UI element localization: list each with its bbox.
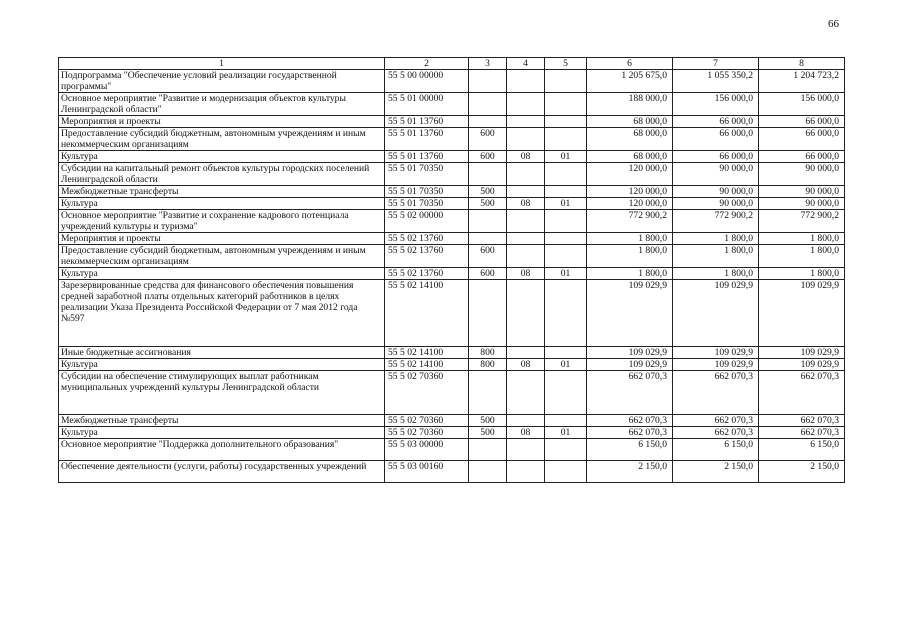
- table-row: [59, 186, 845, 198]
- cell-v2: 1 800,0: [673, 268, 759, 280]
- cell-v1: 6 150,0: [587, 439, 673, 461]
- cell-pr: [545, 186, 587, 198]
- cell-vr: 800: [469, 347, 507, 359]
- cell-v2: 90 000,0: [673, 163, 759, 186]
- table-row: [59, 233, 845, 245]
- table-row: [59, 151, 845, 163]
- cell-pr: [545, 439, 587, 461]
- cell-rz: [507, 93, 545, 116]
- cell-name: Иные бюджетные ассигнования: [59, 347, 385, 359]
- cell-rz: 08: [507, 359, 545, 371]
- cell-v3: 109 029,9: [759, 347, 845, 359]
- cell-code: 55 5 02 13760: [385, 233, 469, 245]
- cell-v3: 66 000,0: [759, 128, 845, 151]
- cell-v2: 90 000,0: [673, 186, 759, 198]
- table-row: [59, 116, 845, 128]
- cell-rz: [507, 210, 545, 233]
- cell-v2: 109 029,9: [673, 280, 759, 347]
- cell-v3: 109 029,9: [759, 359, 845, 371]
- cell-v3: 1 800,0: [759, 245, 845, 268]
- table-row: [59, 128, 845, 151]
- cell-code: 55 5 02 13760: [385, 268, 469, 280]
- cell-v1: 772 900,2: [587, 210, 673, 233]
- cell-vr: 600: [469, 128, 507, 151]
- cell-v1: 68 000,0: [587, 151, 673, 163]
- cell-name: Культура: [59, 427, 385, 439]
- cell-v3: 156 000,0: [759, 93, 845, 116]
- cell-v2: 662 070,3: [673, 427, 759, 439]
- cell-v2: 772 900,2: [673, 210, 759, 233]
- cell-vr: [469, 371, 507, 415]
- cell-v1: 1 800,0: [587, 268, 673, 280]
- page-number: 66: [828, 18, 839, 30]
- cell-v3: 1 204 723,2: [759, 70, 845, 93]
- cell-v1: 109 029,9: [587, 359, 673, 371]
- cell-vr: 600: [469, 268, 507, 280]
- cell-v2: 1 800,0: [673, 233, 759, 245]
- cell-rz: [507, 245, 545, 268]
- cell-pr: [545, 371, 587, 415]
- cell-rz: [507, 163, 545, 186]
- cell-name: Основное мероприятие "Развитие и модернизация объектов культуры Ленинградской области": [59, 93, 385, 116]
- cell-vr: [469, 163, 507, 186]
- cell-pr: [545, 128, 587, 151]
- table-row: [59, 70, 845, 93]
- cell-vr: 600: [469, 245, 507, 268]
- cell-code: 55 5 02 70360: [385, 415, 469, 427]
- header-cell: 7: [673, 58, 759, 70]
- cell-v1: 109 029,9: [587, 280, 673, 347]
- cell-pr: [545, 233, 587, 245]
- cell-v3: 90 000,0: [759, 198, 845, 210]
- cell-rz: 08: [507, 268, 545, 280]
- cell-v2: 66 000,0: [673, 151, 759, 163]
- cell-v2: 66 000,0: [673, 116, 759, 128]
- cell-code: 55 5 02 70360: [385, 371, 469, 415]
- table-row: [59, 245, 845, 268]
- cell-name: Межбюджетные трансферты: [59, 186, 385, 198]
- cell-pr: [545, 163, 587, 186]
- cell-code: 55 5 02 14100: [385, 359, 469, 371]
- cell-v3: 6 150,0: [759, 439, 845, 461]
- cell-v2: 6 150,0: [673, 439, 759, 461]
- cell-name: Предоставление субсидий бюджетным, автономным учреждениям и иным некоммерческим организациям: [59, 128, 385, 151]
- cell-code: 55 5 01 70350: [385, 198, 469, 210]
- cell-v2: 1 800,0: [673, 245, 759, 268]
- cell-rz: [507, 347, 545, 359]
- cell-name: Мероприятия и проекты: [59, 116, 385, 128]
- cell-vr: 500: [469, 198, 507, 210]
- cell-rz: 08: [507, 198, 545, 210]
- table-row: [59, 347, 845, 359]
- header-row: [59, 58, 845, 70]
- cell-rz: [507, 70, 545, 93]
- cell-v2: 662 070,3: [673, 371, 759, 415]
- cell-pr: [545, 461, 587, 483]
- cell-vr: 500: [469, 427, 507, 439]
- cell-v1: 120 000,0: [587, 198, 673, 210]
- cell-code: 55 5 00 00000: [385, 70, 469, 93]
- cell-name: Культура: [59, 151, 385, 163]
- cell-v3: 66 000,0: [759, 151, 845, 163]
- cell-rz: [507, 233, 545, 245]
- cell-code: 55 5 01 13760: [385, 128, 469, 151]
- cell-v2: 2 150,0: [673, 461, 759, 483]
- cell-v1: 188 000,0: [587, 93, 673, 116]
- cell-vr: [469, 233, 507, 245]
- cell-name: Предоставление субсидий бюджетным, автономным учреждениям и иным некоммерческим организациям: [59, 245, 385, 268]
- cell-vr: 600: [469, 151, 507, 163]
- cell-rz: [507, 186, 545, 198]
- cell-v2: 1 055 350,2: [673, 70, 759, 93]
- cell-code: 55 5 01 00000: [385, 93, 469, 116]
- cell-rz: [507, 116, 545, 128]
- cell-v1: 1 205 675,0: [587, 70, 673, 93]
- cell-v3: 1 800,0: [759, 233, 845, 245]
- table-row: [59, 198, 845, 210]
- cell-code: 55 5 02 70360: [385, 427, 469, 439]
- cell-rz: [507, 439, 545, 461]
- cell-v3: 1 800,0: [759, 268, 845, 280]
- cell-name: Зарезервированные средства для финансового обеспечения повышения средней заработной платы отдельных категорий работников в целях реализации Указа Президента Российской Федерации от 7 мая 2012 года №597: [59, 280, 385, 347]
- header-cell: 4: [507, 58, 545, 70]
- cell-rz: [507, 415, 545, 427]
- table-row: [59, 93, 845, 116]
- cell-v2: 662 070,3: [673, 415, 759, 427]
- cell-vr: [469, 210, 507, 233]
- cell-pr: [545, 347, 587, 359]
- cell-pr: [545, 116, 587, 128]
- cell-code: 55 5 02 14100: [385, 347, 469, 359]
- cell-pr: [545, 70, 587, 93]
- cell-code: 55 5 03 00000: [385, 439, 469, 461]
- cell-v3: 66 000,0: [759, 116, 845, 128]
- cell-v2: 66 000,0: [673, 128, 759, 151]
- cell-v3: 90 000,0: [759, 163, 845, 186]
- cell-name: Культура: [59, 198, 385, 210]
- cell-v1: 2 150,0: [587, 461, 673, 483]
- cell-vr: [469, 70, 507, 93]
- cell-name: Обеспечение деятельности (услуги, работы) государственных учреждений: [59, 461, 385, 483]
- cell-v2: 109 029,9: [673, 359, 759, 371]
- cell-v2: 109 029,9: [673, 347, 759, 359]
- cell-v1: 662 070,3: [587, 415, 673, 427]
- cell-name: Основное мероприятие "Поддержка дополнительного образования": [59, 439, 385, 461]
- cell-vr: 800: [469, 359, 507, 371]
- cell-code: 55 5 01 70350: [385, 163, 469, 186]
- cell-v3: 2 150,0: [759, 461, 845, 483]
- cell-v2: 156 000,0: [673, 93, 759, 116]
- cell-vr: 500: [469, 186, 507, 198]
- table-row: [59, 210, 845, 233]
- cell-name: Субсидии на капитальный ремонт объектов культуры городских поселений Ленинградской области: [59, 163, 385, 186]
- header-cell: 6: [587, 58, 673, 70]
- cell-rz: [507, 280, 545, 347]
- cell-pr: 01: [545, 427, 587, 439]
- cell-vr: [469, 116, 507, 128]
- cell-rz: 08: [507, 427, 545, 439]
- cell-name: Субсидии на обеспечение стимулирующих выплат работникам муниципальных учреждений культуры Ленинградской области: [59, 371, 385, 415]
- header-cell: 3: [469, 58, 507, 70]
- cell-code: 55 5 02 14100: [385, 280, 469, 347]
- budget-table: [58, 57, 845, 483]
- table-row: [59, 439, 845, 461]
- cell-pr: [545, 93, 587, 116]
- cell-code: 55 5 01 13760: [385, 151, 469, 163]
- header-cell: 8: [759, 58, 845, 70]
- table-row: [59, 427, 845, 439]
- cell-v1: 68 000,0: [587, 116, 673, 128]
- cell-pr: [545, 280, 587, 347]
- cell-pr: 01: [545, 359, 587, 371]
- cell-v1: 120 000,0: [587, 186, 673, 198]
- cell-name: Культура: [59, 268, 385, 280]
- header-cell: 5: [545, 58, 587, 70]
- cell-v1: 1 800,0: [587, 245, 673, 268]
- cell-v1: 120 000,0: [587, 163, 673, 186]
- cell-rz: [507, 461, 545, 483]
- cell-vr: [469, 439, 507, 461]
- header-cell: 1: [59, 58, 385, 70]
- cell-vr: [469, 461, 507, 483]
- table-row: [59, 415, 845, 427]
- cell-code: 55 5 03 00160: [385, 461, 469, 483]
- cell-v3: 90 000,0: [759, 186, 845, 198]
- cell-code: 55 5 01 13760: [385, 116, 469, 128]
- cell-vr: [469, 93, 507, 116]
- cell-code: 55 5 02 00000: [385, 210, 469, 233]
- cell-name: Культура: [59, 359, 385, 371]
- cell-name: Основное мероприятие "Развитие и сохранение кадрового потенциала учреждений культуры и туризма": [59, 210, 385, 233]
- cell-v2: 90 000,0: [673, 198, 759, 210]
- cell-rz: 08: [507, 151, 545, 163]
- cell-v1: 68 000,0: [587, 128, 673, 151]
- cell-rz: [507, 128, 545, 151]
- cell-pr: 01: [545, 198, 587, 210]
- cell-pr: [545, 245, 587, 268]
- cell-pr: 01: [545, 268, 587, 280]
- cell-code: 55 5 02 13760: [385, 245, 469, 268]
- cell-rz: [507, 371, 545, 415]
- cell-v1: 109 029,9: [587, 347, 673, 359]
- table-row: [59, 268, 845, 280]
- header-cell: 2: [385, 58, 469, 70]
- cell-v3: 109 029,9: [759, 280, 845, 347]
- table-row: [59, 359, 845, 371]
- table-row: [59, 371, 845, 415]
- cell-v1: 1 800,0: [587, 233, 673, 245]
- cell-pr: 01: [545, 151, 587, 163]
- cell-name: Межбюджетные трансферты: [59, 415, 385, 427]
- cell-vr: [469, 280, 507, 347]
- table-row: [59, 280, 845, 347]
- cell-name: Мероприятия и проекты: [59, 233, 385, 245]
- cell-vr: 500: [469, 415, 507, 427]
- cell-pr: [545, 210, 587, 233]
- cell-v3: 662 070,3: [759, 427, 845, 439]
- cell-v3: 772 900,2: [759, 210, 845, 233]
- cell-pr: [545, 415, 587, 427]
- table-row: [59, 163, 845, 186]
- table-row: [59, 461, 845, 483]
- cell-code: 55 5 01 70350: [385, 186, 469, 198]
- cell-name: Подпрограмма "Обеспечение условий реализации государственной программы": [59, 70, 385, 93]
- cell-v1: 662 070,3: [587, 427, 673, 439]
- cell-v3: 662 070,3: [759, 415, 845, 427]
- cell-v1: 662 070,3: [587, 371, 673, 415]
- cell-v3: 662 070,3: [759, 371, 845, 415]
